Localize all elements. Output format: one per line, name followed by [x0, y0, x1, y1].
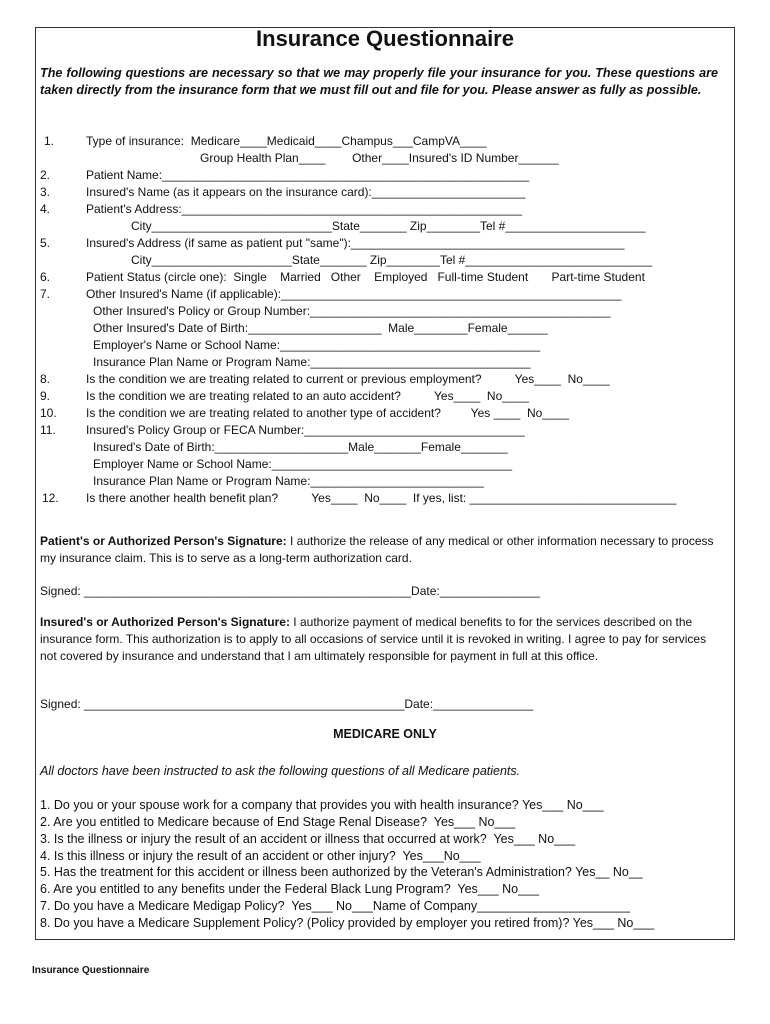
insured-authorization [40, 614, 720, 665]
question-plan-name[interactable]: Insurance Plan Name or Program Name:_________________________________ [93, 355, 531, 369]
question-patient-address[interactable]: Patient's Address:___________________________________________________ [86, 202, 523, 216]
question-number: 12. [42, 491, 59, 505]
medicare-question[interactable]: 7. Do you have a Medicare Medigap Policy? Yes___ No___Name of Company______________________ [40, 899, 631, 913]
question-number: 3. [40, 185, 51, 199]
question-number: 5. [40, 236, 51, 250]
page-footer: Insurance Questionnaire [32, 965, 150, 976]
question-insured-dob[interactable]: Insured's Date of Birth:____________________Male_______Female_______ [93, 440, 508, 454]
question-patient-city[interactable]: City___________________________State_______ Zip________Tel #_____________________ [131, 219, 646, 233]
medicare-intro: All doctors have been instructed to ask the following questions of all Medicare patients. [40, 764, 521, 778]
question-number: 1. [44, 134, 55, 148]
question-feca-number[interactable]: Insured's Policy Group or FECA Number:_________________________________ [86, 423, 525, 437]
question-number: 4. [40, 202, 51, 216]
question-insured-address[interactable]: Insured's Address (if same as patient put "same"):_________________________________________ [86, 236, 625, 250]
question-insured-plan[interactable]: Insurance Plan Name or Program Name:__________________________ [93, 474, 484, 488]
medicare-question[interactable]: 6. Are you entitled to any benefits under the Federal Black Lung Program? Yes___ No___ [40, 882, 539, 896]
question-other-insured-dob[interactable]: Other Insured's Date of Birth:____________________ Male________Female______ [93, 321, 548, 335]
question-number: 9. [40, 389, 51, 403]
insured-signed-line[interactable]: Signed: ________________________________________________Date:_______________ [40, 697, 534, 711]
insured-signature-label: Insured's or Authorized Person's Signature: [40, 615, 290, 629]
question-insured-city[interactable]: City_____________________State_______ Zip________Tel #____________________________ [131, 253, 653, 267]
question-insurance-type[interactable]: Type of insurance: Medicare____Medicaid____Champus___CampVA____ [86, 134, 487, 148]
page-title: Insurance Questionnaire [256, 26, 514, 51]
intro-text: The following questions are necessary so that we may properly file your insurance for you. These questions are taken directly from the insurance form that we must fill out and file for you. Please answer as fully as possible. [40, 66, 718, 97]
medicare-heading: MEDICARE ONLY [333, 727, 437, 741]
question-auto-accident[interactable]: Is the condition we are treating related to an auto accident? Yes____ No____ [86, 389, 529, 403]
question-insured-name[interactable]: Insured's Name (as it appears on the insurance card):_______________________ [86, 185, 526, 199]
medicare-question[interactable]: 1. Do you or your spouse work for a company that provides you with health insurance? Yes___ No___ [40, 798, 604, 812]
question-number: 11. [40, 423, 56, 437]
question-insurance-type-cont[interactable]: Group Health Plan____ Other____Insured's ID Number______ [200, 151, 559, 165]
medicare-question[interactable]: 3. Is the illness or injury the result of an accident or illness that occurred at work? Yes___ No___ [40, 832, 576, 846]
question-number: 10. [40, 406, 57, 420]
question-number: 7. [40, 287, 51, 301]
patient-authorization-text: I authorize the release of any medical or other information necessary to process my insurance claim. This is to serve as a long-term authorization card. [40, 534, 714, 565]
question-employer-name[interactable]: Employer's Name or School Name:_______________________________________ [93, 338, 541, 352]
question-other-accident[interactable]: Is the condition we are treating related to another type of accident? Yes ____ No____ [86, 406, 569, 420]
patient-authorization [40, 533, 720, 567]
patient-signed-line[interactable]: Signed: _________________________________________________Date:_______________ [40, 584, 540, 598]
question-patient-status[interactable]: Patient Status (circle one): Single Married Other Employed Full-time Student Part-time Student [86, 270, 645, 284]
question-patient-name[interactable]: Patient Name:_______________________________________________________ [86, 168, 530, 182]
question-number: 6. [40, 270, 51, 284]
patient-signature-label: Patient's or Authorized Person's Signature: [40, 534, 287, 548]
question-employment-related[interactable]: Is the condition we are treating related to current or previous employment? Yes____ No____ [86, 372, 610, 386]
medicare-question[interactable]: 2. Are you entitled to Medicare because of End Stage Renal Disease? Yes___ No___ [40, 815, 516, 829]
question-other-insured-policy[interactable]: Other Insured's Policy or Group Number:_____________________________________________ [93, 304, 611, 318]
question-other-insured-name[interactable]: Other Insured's Name (if applicable):___________________________________________________ [86, 287, 622, 301]
question-number: 8. [40, 372, 51, 386]
medicare-question[interactable]: 8. Do you have a Medicare Supplement Policy? (Policy provided by employer you retired from)? Yes___ No___ [40, 916, 655, 930]
question-number: 2. [40, 168, 51, 182]
insured-authorization-text: I authorize payment of medical benefits to for the services described on the insurance form. This authorization is to apply to all occasions of service until it is revoked in writing. I agree to pay for services not covered by insurance and understand that I am ultimately responsible for payment in full at this office. [40, 615, 707, 663]
question-other-benefit-plan[interactable]: Is there another health benefit plan? Yes____ No____ If yes, list: _______________________________ [86, 491, 677, 505]
medicare-question[interactable]: 5. Has the treatment for this accident or illness been authorized by the Veteran's Administration? Yes__ No__ [40, 865, 643, 879]
medicare-question[interactable]: 4. Is this illness or injury the result of an accident or other injury? Yes___No___ [40, 849, 481, 863]
question-insured-employer[interactable]: Employer Name or School Name:____________________________________ [93, 457, 512, 471]
